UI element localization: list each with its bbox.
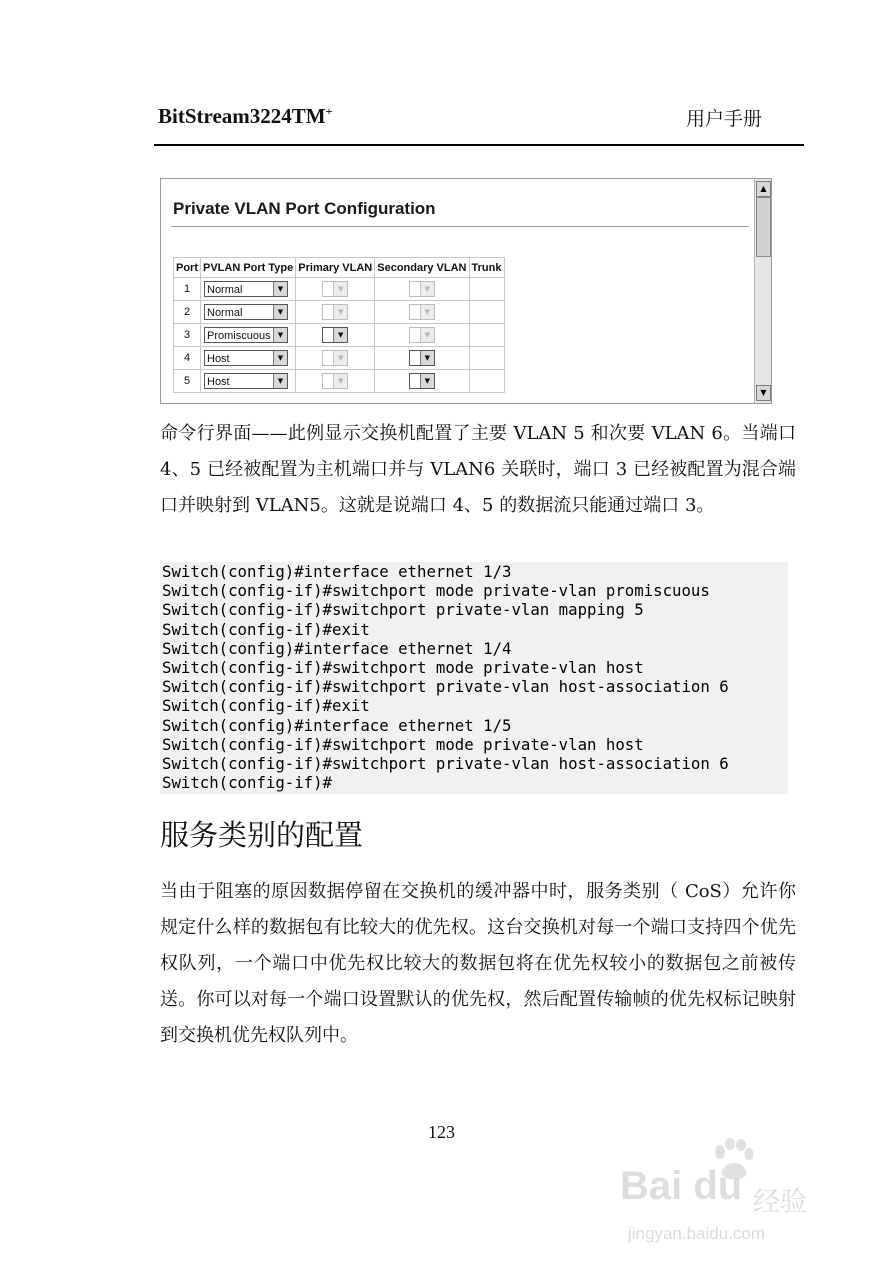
code-line: Switch(config-if)#exit <box>162 619 370 639</box>
pvlan-table <box>173 257 505 393</box>
table-row <box>174 347 505 370</box>
watermark-url: jingyan.baidu.com <box>628 1224 766 1243</box>
header-divider <box>154 144 804 146</box>
code-line: Switch(config-if)#switchport private-vlan mapping 5 <box>162 600 644 620</box>
code-line: Switch(config-if)#switchport private-vlan host-association 6 <box>162 677 729 697</box>
secondary-vlan-select <box>409 281 435 297</box>
dropdown-arrow-icon: ▼ <box>420 328 434 342</box>
trunk-cell <box>469 370 504 393</box>
port-number: 4 <box>174 347 201 370</box>
secondary-vlan-select[interactable] <box>409 373 435 389</box>
table-row <box>174 301 505 324</box>
port-number: 1 <box>174 278 201 301</box>
primary-vlan-select <box>322 281 348 297</box>
code-line: Switch(config-if)#switchport mode private-vlan host <box>162 658 644 678</box>
trunk-cell <box>469 301 504 324</box>
primary-vlan-select <box>322 373 348 389</box>
dropdown-arrow-icon: ▼ <box>420 282 434 296</box>
dropdown-arrow-icon: ▼ <box>273 374 287 388</box>
table-row <box>174 370 505 393</box>
cli-description-paragraph: 命令行界面——此例显示交换机配置了主要 VLAN 5 和次要 VLAN 6。当端口 4、5 已经被配置为主机端口并与 VLAN6 关联时，端口 3 已经被配置为混合端口并映射到 VLAN5。这就是说端口 4、5 的数据流只能通过端口 3。 <box>160 423 796 516</box>
cli-code-block <box>160 562 788 794</box>
scroll-up-icon[interactable]: ▲ <box>756 181 771 197</box>
secondary-vlan-select[interactable] <box>409 350 435 366</box>
dropdown-arrow-icon: ▼ <box>273 351 287 365</box>
column-header: PVLAN Port Type <box>201 258 296 278</box>
column-header: Primary VLAN <box>296 258 375 278</box>
code-line: Switch(config-if)#switchport mode private-vlan promiscuous <box>162 581 710 601</box>
code-line: Switch(config)#interface ethernet 1/5 <box>162 715 512 735</box>
dropdown-arrow-icon: ▼ <box>333 282 347 296</box>
manual-label: 用户手册 <box>685 108 762 130</box>
section-heading: 服务类别的配置 <box>160 818 364 852</box>
dropdown-arrow-icon: ▼ <box>333 328 347 342</box>
column-header: Secondary VLAN <box>375 258 469 278</box>
table-row <box>174 278 505 301</box>
baidu-jingyan-watermark <box>620 1138 830 1256</box>
dropdown-arrow-icon: ▼ <box>420 374 434 388</box>
port-type-select[interactable]: Normal ▼ <box>204 304 288 320</box>
scroll-thumb[interactable] <box>756 197 771 257</box>
table-header-row <box>174 258 505 278</box>
port-type-select[interactable]: Host ▼ <box>204 350 288 366</box>
page-header <box>158 104 802 140</box>
trunk-cell <box>469 278 504 301</box>
dropdown-arrow-icon: ▼ <box>273 282 287 296</box>
dropdown-arrow-icon: ▼ <box>420 351 434 365</box>
watermark-brand: Bai du <box>620 1164 743 1208</box>
port-type-select[interactable]: Host ▼ <box>204 373 288 389</box>
trunk-cell <box>469 324 504 347</box>
code-line: Switch(config-if)#switchport mode private-vlan host <box>162 734 644 754</box>
port-number: 3 <box>174 324 201 347</box>
table-row <box>174 324 505 347</box>
panel-scrollbar[interactable] <box>754 179 771 403</box>
port-type-select[interactable]: Promiscuous ▼ <box>204 327 288 343</box>
dropdown-arrow-icon: ▼ <box>333 305 347 319</box>
primary-vlan-select <box>322 304 348 320</box>
document-title: BitStream3224TM+ <box>158 104 333 128</box>
panel-title: Private VLAN Port Configuration <box>173 199 436 218</box>
dropdown-arrow-icon: ▼ <box>273 305 287 319</box>
column-header: Port <box>174 258 201 278</box>
panel-divider <box>171 226 749 227</box>
code-line: Switch(config)#interface ethernet 1/3 <box>162 562 512 581</box>
column-header: Trunk <box>469 258 504 278</box>
scroll-down-icon[interactable]: ▼ <box>756 385 771 401</box>
dropdown-arrow-icon: ▼ <box>333 374 347 388</box>
trunk-cell <box>469 347 504 370</box>
port-type-select[interactable]: Normal ▼ <box>204 281 288 297</box>
code-line: Switch(config-if)# <box>162 773 333 793</box>
secondary-vlan-select <box>409 327 435 343</box>
primary-vlan-select <box>322 350 348 366</box>
dropdown-arrow-icon: ▼ <box>333 351 347 365</box>
page-number: 123 <box>428 1122 455 1142</box>
secondary-vlan-select <box>409 304 435 320</box>
code-line: Switch(config-if)#switchport private-vlan host-association 6 <box>162 754 729 774</box>
watermark-cn: 经验 <box>753 1187 807 1218</box>
primary-vlan-select[interactable] <box>322 327 348 343</box>
port-number: 5 <box>174 370 201 393</box>
private-vlan-screenshot <box>160 178 772 404</box>
dropdown-arrow-icon: ▼ <box>420 305 434 319</box>
code-line: Switch(config)#interface ethernet 1/4 <box>162 638 512 658</box>
port-number: 2 <box>174 301 201 324</box>
cos-paragraph: 当由于阻塞的原因数据停留在交换机的缓冲器中时，服务类别（ CoS）允许你规定什么样的数据包有比较大的优先权。这台交换机对每一个端口支持四个优先权队列，一个端口中优先权比较大的数据包将在优先权较小的数据包之前被传送。你可以对每一个端口设置默认的优先权，然后配置传输帧的优先权标记映射到交换机优先权队列中。 <box>160 881 796 1046</box>
dropdown-arrow-icon: ▼ <box>273 328 287 342</box>
code-line: Switch(config-if)#exit <box>162 696 370 716</box>
